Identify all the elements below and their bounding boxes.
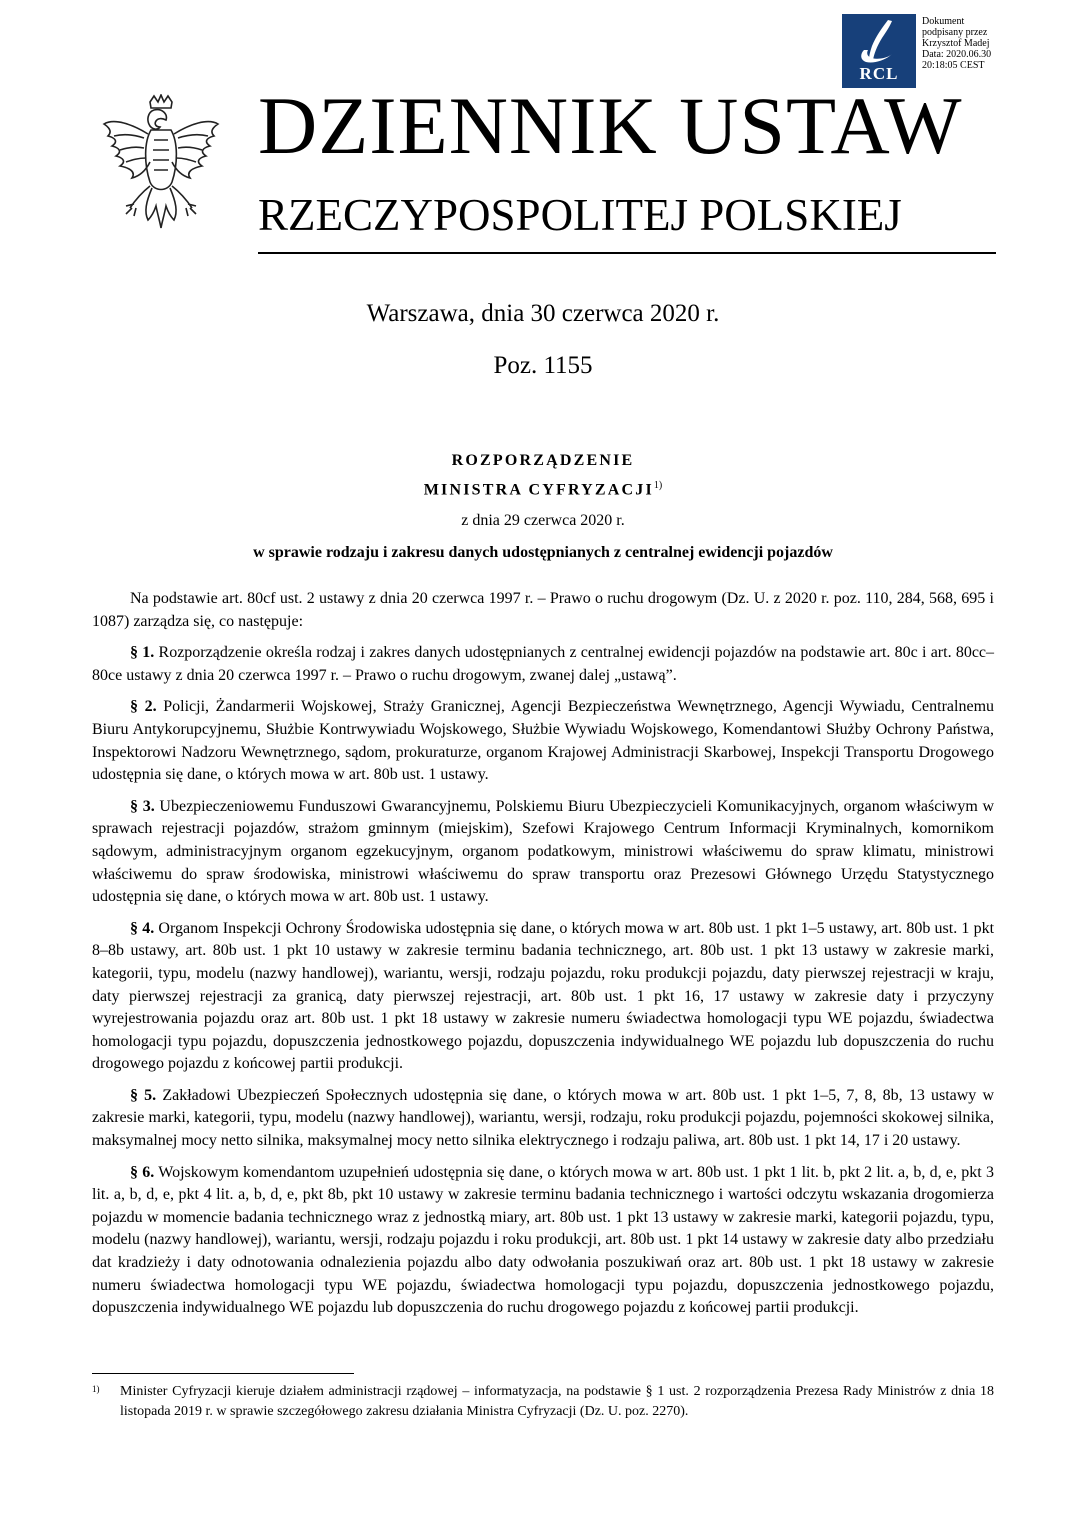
- paragraph-6: [92, 1162, 994, 1320]
- paragraph-5: [92, 1085, 994, 1153]
- footnote-reference: 1): [653, 480, 663, 491]
- paragraph-text: Rozporządzenie określa rodzaj i zakres danych udostępnianych z centralnej ewidencji pojazdów na podstawie art. 80c i art. 80cc–80ce ustawy z dnia 20 czerwca 1997 r. – Prawo o ruchu drogowym, zwanej dalej „ustawą”.: [92, 644, 995, 684]
- signature-line: podpisany przez: [922, 27, 988, 38]
- quill-icon: [842, 14, 916, 70]
- paragraph-3: [92, 796, 994, 909]
- paragraph-1: [92, 642, 994, 687]
- footnote-mark: 1): [92, 1384, 100, 1394]
- rcl-logo-text: RCL: [859, 64, 899, 83]
- paragraph-text: Zakładowi Ubezpieczeń Społecznych udostępnia się dane, o których mowa w art. 80b ust. 1 pkt 1–5, 7, 8, 8b, 13 ustawy w zakresie marki, kategorii, typu, modelu (nazwy handlowej), wariantu, wersji, rodzaju, roku produkcji pojazdu, pojemności skokowej silnika, maksymalnej mocy netto silnika, maksymalnej mocy netto silnika elektrycznego i rodzaju paliwa, art. 80b ust. 1 pkt 14, 17 i 20 ustawy.: [92, 1086, 995, 1150]
- paragraph-number: § 4.: [130, 919, 155, 937]
- rcl-signature-logo: [842, 14, 916, 88]
- preamble: Na podstawie art. 80cf ust. 2 ustawy z dnia 20 czerwca 1997 r. – Prawo o ruchu drogowym (Dz. U. z 2020 r. poz. 110, 284, 568, 695 i 1087) zarządza się, co następuje:: [92, 590, 994, 630]
- signature-info: [922, 16, 1032, 71]
- signature-line: Dokument: [922, 16, 965, 27]
- journal-subtitle: RZECZYPOSPOLITEJ POLSKIEJ: [258, 190, 902, 240]
- signature-line: Data: 2020.06.30: [922, 49, 992, 60]
- paragraph-text: Wojskowym komendantom uzupełnień udostępnia się dane, o których mowa w art. 80b ust. 1 pkt 1 lit. b, pkt 2 lit. a, b, d, e, pkt 3 lit. a, b, d, e, pkt 4 lit. a, b, d, e, pkt 8b, pkt 10 ustawy w zakresie terminu badania technicznego i wartości odczytu wskazania drogomierza pojazdu w momencie badania technicznego wraz z jednostką miary, art. 80b ust. 1 pkt 13 ustawy w zakresie marki, kategorii pojazdu, typu, modelu (nazwy handlowej), wariantu, wersji, rodzaju pojazdu i roku produkcji, art. 80b ust. 1 pkt 14 ustawy w zakresie daty albo przedziału dat kradzieży i daty odnotowania odnalezienia pojazdu albo daty odwołania poszukiwań oraz art. 80b ust. 1 pkt 18 ustawy w zakresie numeru świadectwa homologacji typu WE pojazdu, świadectwa homologacji typu pojazdu, dopuszczenia jednostkowego pojazdu, dopuszczenia indywidualnego WE pojazdu lub dopuszczenia do ruchu drogowego pojazdu z końcowej partii produkcji.: [92, 1163, 995, 1317]
- act-date: z dnia 29 czerwca 2020 r.: [461, 512, 625, 529]
- paragraph-number: § 6.: [130, 1163, 155, 1181]
- polish-eagle-icon: [96, 94, 226, 244]
- journal-title: DZIENNIK USTAW: [258, 80, 963, 171]
- signature-line: Krzysztof Madej: [922, 38, 990, 49]
- paragraph-2: [92, 696, 994, 786]
- publication-date: Warszawa, dnia 30 czerwca 2020 r.: [366, 300, 720, 327]
- paragraph-4: [92, 918, 994, 1076]
- signature-line: 20:18:05 CEST: [922, 60, 985, 71]
- act-type: ROZPORZĄDZENIE: [451, 452, 635, 469]
- header-divider: [258, 252, 996, 254]
- paragraph-text: Ubezpieczeniowemu Funduszowi Gwarancyjnemu, Polskiemu Biuru Ubezpieczycieli Komunikacyjnych, organom właściwym w sprawach rejestracji pojazdów, strażom gminnym (miejskim), Szefowi Krajowego Centrum Informacji Kryminalnych, komornikom sądowym, administracyjnym organom egzekucyjnym, organom podatkowym, ministrowi właściwemu do spraw klimatu, ministrowi właściwemu do spraw środowiska, ministrowi właściwemu do spraw transportu oraz Prezesowi Głównego Urzędu Statystycznego udostępnia się dane, o których mowa w art. 80b ust. 1 ustawy.: [92, 797, 995, 906]
- act-subject: w sprawie rodzaju i zakresu danych udostępnianych z centralnej ewidencji pojazdów: [253, 544, 833, 561]
- footnote-text: Minister Cyfryzacji kieruje działem administracji rządowej – informatyzacja, na podstawie § 1 ust. 2 rozporządzenia Prezesa Rady Ministrów z dnia 18 listopada 2019 r. w sprawie szczegółowego zakresu działania Ministra Cyfryzacji (Dz. U. poz. 2270).: [120, 1384, 994, 1419]
- paragraph-number: § 2.: [130, 698, 157, 716]
- footnote-divider: [92, 1373, 354, 1374]
- act-body: [92, 588, 994, 1329]
- paragraph-text: Policji, Żandarmerii Wojskowej, Straży Granicznej, Agencji Bezpieczeństwa Wewnętrznego, Agencji Wywiadu, Centralnemu Biuru Antykorupcyjnemu, Służbie Kontrwywiadu Wojskowego, Służbie Wywiadu Wojskowego, Komendantowi Służby Ochrony Państwa, Inspektorowi Nadzoru Wewnętrznego, sądom, prokuraturze, organom Krajowej Administracji Skarbowej, Inspekcji Transportu Drogowego udostępnia się dane, o których mowa w art. 80b ust. 1 ustawy.: [92, 698, 995, 784]
- act-issuer: [0, 480, 1086, 499]
- act-issuer-name: MINISTRA CYFRYZACJI: [423, 481, 654, 499]
- footnote: [92, 1382, 994, 1422]
- paragraph-text: Organom Inspekcji Ochrony Środowiska udostępnia się dane, o których mowa w art. 80b ust. 1 pkt 1–5 ustawy, art. 80b ust. 1 pkt 8–8b ustawy, art. 80b ust. 1 pkt 10 ustawy w zakresie terminu badania technicznego, art. 80b ust. 1 pkt 13 ustawy w zakresie marki, kategorii, typu, modelu (nazwy handlowej), wariantu, wersji, rodzaju pojazdu, roku produkcji pojazdu, daty pierwszej rejestracji w kraju, daty pierwszej rejestracji za granicą, daty pierwszej rejestracji, art. 80b ust. 1 pkt 16, 17 ustawy w zakresie daty i przyczyny wyrejestrowania pojazdu oraz art. 80b ust. 1 pkt 18 ustawy w zakresie numeru świadectwa homologacji typu WE pojazdu, świadectwa homologacji typu pojazdu, dopuszczenia jednostkowego pojazdu, dopuszczenia indywidualnego WE pojazdu lub dopuszczenia do ruchu drogowego pojazdu z końcowej partii produkcji.: [92, 919, 995, 1073]
- paragraph-number: § 5.: [130, 1086, 157, 1104]
- position-number: Poz. 1155: [493, 352, 593, 379]
- paragraph-number: § 1.: [130, 644, 155, 662]
- paragraph-number: § 3.: [130, 797, 155, 815]
